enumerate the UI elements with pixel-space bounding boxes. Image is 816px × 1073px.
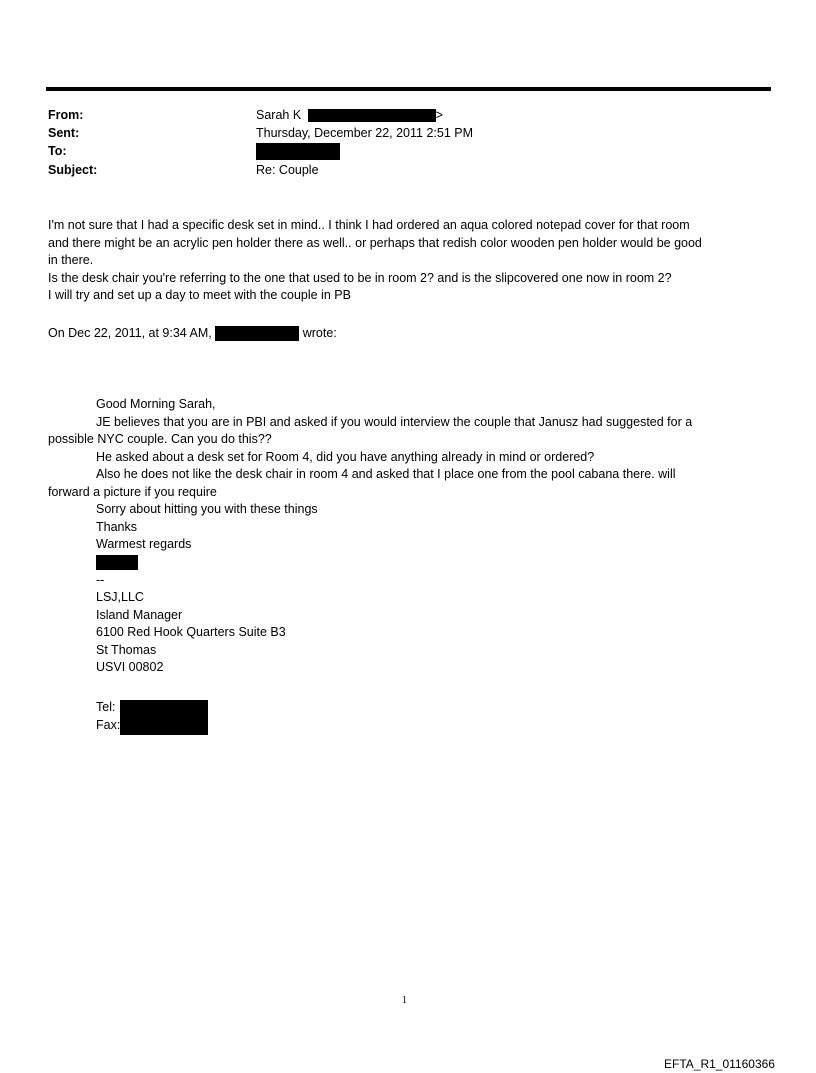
signature-company: LSJ,LLC [96,590,144,604]
header-rule [46,87,771,91]
reply-line: I'm not sure that I had a specific desk set in mind.. I think I had ordered an aqua colored notepad cover for that room [48,218,690,232]
quoted-line: He asked about a desk set for Room 4, did you have anything already in mind or ordered? [96,449,595,464]
quote-intro [48,325,768,343]
reply-line: and there might be an acrylic pen holder there as well.. or perhaps that redish color wooden pen holder would be good [48,235,702,250]
signature-separator: -- [96,572,105,587]
reply-line: in there. [48,253,94,267]
from-value [256,108,443,122]
redaction-box [256,143,340,160]
redaction-box [308,109,436,122]
quote-intro-wrote: wrote: [302,326,337,340]
quote-intro-date: On Dec 22, 2011, at 9:34 AM, [48,326,212,340]
redaction-box [96,555,138,570]
quoted-line: forward a picture if you require [48,484,217,499]
signature-name-line [48,554,768,572]
signature-city: St Thomas [96,642,157,657]
quoted-line: Also he does not like the desk chair in room 4 and asked that I place one from the pool cabana there. will [96,467,676,481]
document-id: EFTA_R1_01160366 [664,1057,775,1071]
signature-region: USVI 00802 [96,660,164,674]
quoted-line: Good Morning Sarah, [96,397,216,411]
from-suffix: > [435,108,443,122]
to-label: To: [48,144,67,158]
redaction-box [215,326,299,341]
reply-line: Is the desk chair you're referring to the one that used to be in room 2? and is the slipcovered one now in room 2? [48,270,672,285]
reply-line: I will try and set up a day to meet with the couple in PB [48,288,351,302]
subject-value: Re: Couple [256,163,319,177]
quoted-message [48,396,768,677]
quoted-line: JE believes that you are in PBI and asked if you would interview the couple that Janusz had suggested for a [96,414,693,429]
tel-label: Tel: [96,700,116,714]
sent-value: Thursday, December 22, 2011 2:51 PM [256,126,474,140]
page-number: 1 [402,995,407,1006]
sent-label: Sent: [48,126,80,140]
redaction-box [120,700,208,735]
signature-title: Island Manager [96,607,183,622]
signature-address: 6100 Red Hook Quarters Suite B3 [96,625,286,639]
quoted-line: Sorry about hitting you with these things [96,502,318,516]
quoted-line: Warmest regards [96,537,192,551]
subject-label: Subject: [48,163,98,177]
quoted-line: possible NYC couple. Can you do this?? [48,432,272,446]
from-name: Sarah K [256,108,302,122]
from-label: From: [48,108,84,122]
reply-body [48,217,768,305]
quoted-line: Thanks [96,519,137,534]
fax-label: Fax: [96,717,121,732]
